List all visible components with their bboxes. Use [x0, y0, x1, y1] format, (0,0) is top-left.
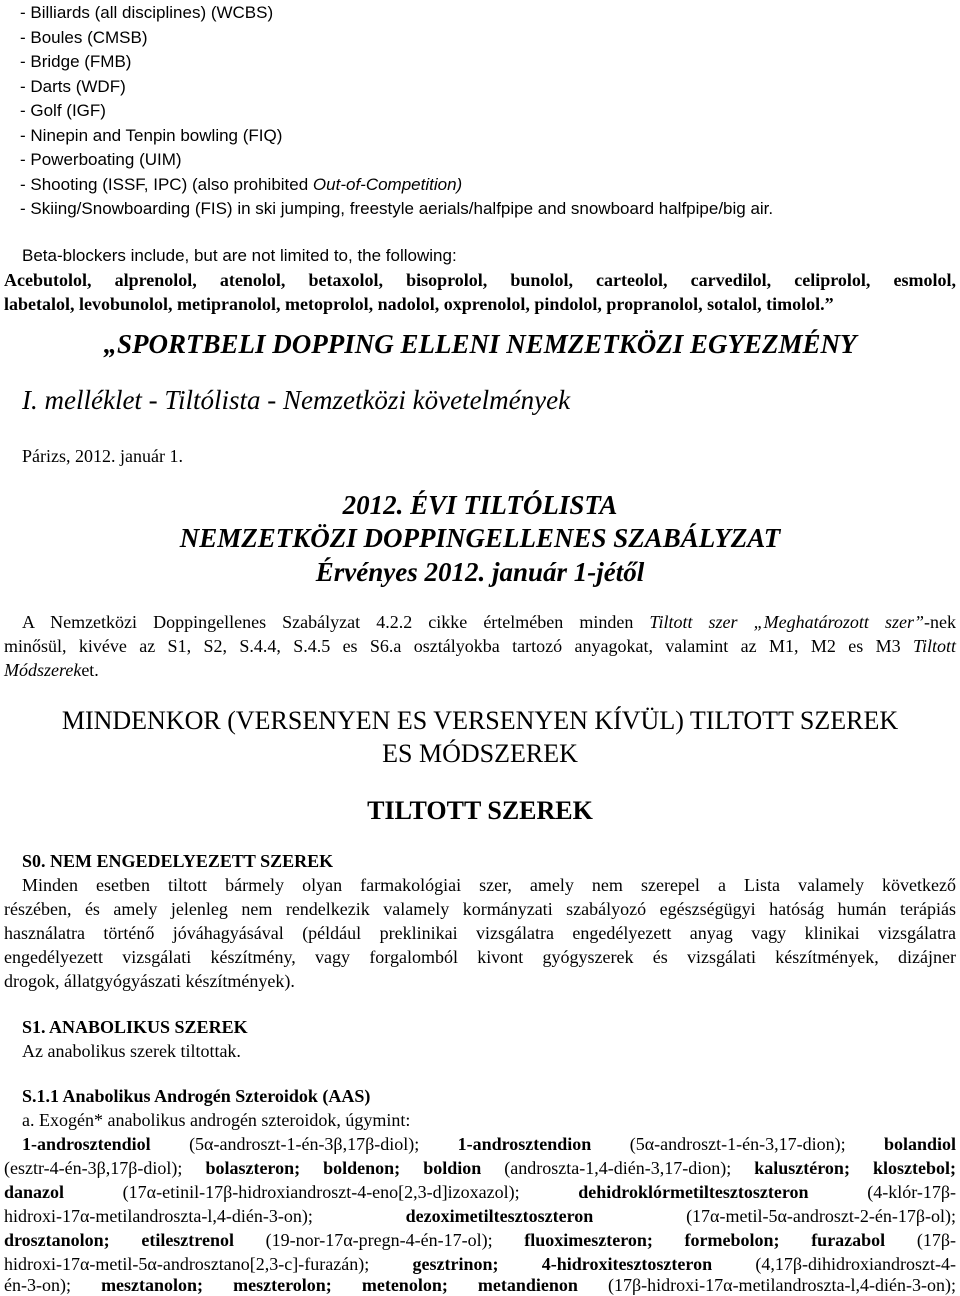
aas-line: [4, 1253, 956, 1275]
code-text: minősül, kivéve az S1, S2, S.4.4, S.4.5 es S6.a osztályokba tartozó anyagokat, valamint az M1, M2 es M3: [4, 636, 901, 656]
aas-line: [4, 1229, 956, 1251]
s0-title: S0. NEM ENGEDELYEZETT SZEREK: [22, 851, 334, 871]
substance-formula: (17β-hidroxi-17α-metilandroszta-l,4-dién-3-on);: [577, 1275, 956, 1295]
convention-title: „SPORTBELI DOPPING ELLENI NEMZETKÖZI EGYEZMÉNY: [103, 329, 857, 359]
s11-subtitle: a. Exogén* anabolikus androgén szteroidok, úgymint:: [22, 1110, 411, 1130]
list-title-valid: Érvényes 2012. január 1-jétől: [315, 557, 645, 587]
s0-line: drogok, állatgyógyászati készítmények).: [4, 971, 295, 991]
code-text: A Nemzetközi Doppingellenes Szabályzat 4.2.2 cikke értelmében minden: [22, 612, 634, 632]
substance-name: bolandiol: [883, 1134, 956, 1154]
prohibited-term: Tiltott: [912, 636, 957, 656]
sport-item-shooting: [20, 174, 462, 196]
beta-blockers-intro: Beta-blockers include, but are not limited to, the following:: [22, 246, 457, 265]
sport-item: - Bridge (FMB): [20, 52, 132, 71]
substance-formula: (5α-androszt-1-én-3,17-dion);: [591, 1134, 884, 1154]
s0-line: használatra történő jóváhagyásával (például preklinikai vizsgálatra engedélyezett anyag vagy klinikai vizsgálatra: [4, 923, 956, 943]
always-prohibited-heading: ES MÓDSZEREK: [382, 739, 578, 768]
substance-formula: (17β-: [885, 1230, 956, 1250]
methods-term: Módszerek: [4, 660, 82, 680]
place-date: Párizs, 2012. január 1.: [22, 446, 183, 466]
substance-name: drosztanolon; etilesztrenol: [4, 1230, 234, 1250]
aas-line: [4, 1205, 956, 1227]
aas-line: [4, 1181, 956, 1203]
substance-name: 1-androsztendion: [457, 1134, 592, 1154]
list-title-year: 2012. ÉVI TILTÓLISTA: [342, 490, 618, 520]
sport-item-skiing: - Skiing/Snowboarding (FIS) in ski jumping, freestyle aerials/halfpipe and snowboard halfpipe/big air.: [20, 199, 774, 218]
s0-line: engedélyezett vizsgálati készítmény, vagy forgalomból kivont gyógyszerek és vizsgálati készítmények, dizájner: [4, 947, 956, 967]
substance-formula: (androszta-1,4-dién-3,17-dion);: [481, 1158, 755, 1178]
s0-line: részében, és amely jelenleg nem rendelkezik valamely kormányzati szabályozó egészségügyi hatóság humán terápiás: [4, 899, 956, 919]
substance-name: dehidroklórmetiltesztoszteron: [578, 1182, 809, 1202]
code-paragraph-line: [22, 611, 956, 633]
substance-name: dezoximetiltesztoszteron: [405, 1206, 594, 1226]
beta-blockers-list: Acebutolol, alprenolol, atenolol, betaxolol, bisoprolol, bunolol, carteolol, carvedilol, celiprolol, esmolol,: [4, 270, 956, 290]
substance-name: 1-androsztendiol: [22, 1134, 151, 1154]
sport-item: - Golf (IGF): [20, 101, 106, 120]
shooting-text: - Shooting (ISSF, IPC) (also prohibited: [20, 175, 313, 194]
list-title-code: NEMZETKÖZI DOPPINGELLENES SZABÁLYZAT: [179, 523, 781, 553]
s1-text: Az anabolikus szerek tiltottak.: [22, 1041, 241, 1061]
s11-title: S.1.1 Anabolikus Androgén Szteroidok (AAS): [22, 1086, 371, 1106]
beta-blockers-list: labetalol, levobunolol, metipranolol, metoprolol, nadolol, oxprenolol, pindolol, propranolol, sotalol, timolol.”: [4, 294, 834, 314]
sport-item: - Ninepin and Tenpin bowling (FIQ): [20, 126, 283, 145]
substance-formula: (17α-etinil-17β-hidroxiandroszt-4-eno[2,3-d]izoxazol);: [64, 1182, 579, 1202]
sport-item: - Powerboating (UIM): [20, 150, 182, 169]
substance-formula: én-3-on);: [4, 1275, 102, 1295]
annex-title: I. melléklet - Tiltólista - Nemzetközi követelmények: [22, 385, 571, 415]
substance-name: bolaszteron; boldenon; boldion: [205, 1158, 482, 1178]
code-text: -nek: [924, 612, 957, 632]
substance-formula: (19-nor-17α-pregn-4-én-17-ol);: [233, 1230, 525, 1250]
substance-formula: hidroxi-17α-metil-5α-androsztano[2,3-c]-furazán);: [4, 1254, 413, 1274]
substance-formula: (5α-androszt-1-én-3β,17β-diol);: [150, 1134, 458, 1154]
substance-name: mesztanolon; meszterolon; metenolon; metandienon: [101, 1275, 578, 1295]
substance-formula: (17α-metil-5α-androszt-2-én-17β-ol);: [593, 1206, 956, 1226]
substance-formula: hidroxi-17α-metilandroszta-l,4-dién-3-on);: [4, 1206, 406, 1226]
substance-formula: (4-klór-17β-: [808, 1182, 956, 1202]
s0-line: Minden esetben tiltott bármely olyan farmakológiai szer, amely nem szerepel a Lista valamely következő: [22, 875, 956, 895]
out-of-competition-text: Out-of-Competition): [312, 175, 463, 194]
substance-name: danazol: [4, 1182, 65, 1202]
substance-name: kalusztéron; klosztebol;: [754, 1158, 956, 1178]
substance-formula: (4,17β-dihidroxiandroszt-4-: [712, 1254, 956, 1274]
sport-item: - Billiards (all disciplines) (WCBS): [20, 3, 274, 22]
sport-item: - Darts (WDF): [20, 77, 126, 96]
substance-name: fluoximeszteron; formebolon; furazabol: [524, 1230, 886, 1250]
code-paragraph-line: [4, 635, 956, 657]
prohibited-substances-heading: TILTOTT SZEREK: [367, 796, 593, 825]
always-prohibited-heading: MINDENKOR (VERSENYEN ES VERSENYEN KÍVÜL) TILTOTT SZEREK: [61, 706, 899, 735]
code-text: et.: [81, 660, 99, 680]
aas-line: [4, 1157, 956, 1179]
substance-name: gesztrinon; 4-hidroxitesztoszteron: [412, 1254, 713, 1274]
substance-formula: (esztr-4-én-3β,17β-diol);: [4, 1158, 206, 1178]
code-paragraph-line: [4, 659, 99, 681]
aas-line: [4, 1274, 956, 1296]
prohibited-substance-term: Tiltott szer „Meghatározott szer”: [649, 612, 925, 632]
aas-line: [22, 1133, 956, 1155]
sport-item: - Boules (CMSB): [20, 28, 148, 47]
s1-title: S1. ANABOLIKUS SZEREK: [22, 1017, 248, 1037]
